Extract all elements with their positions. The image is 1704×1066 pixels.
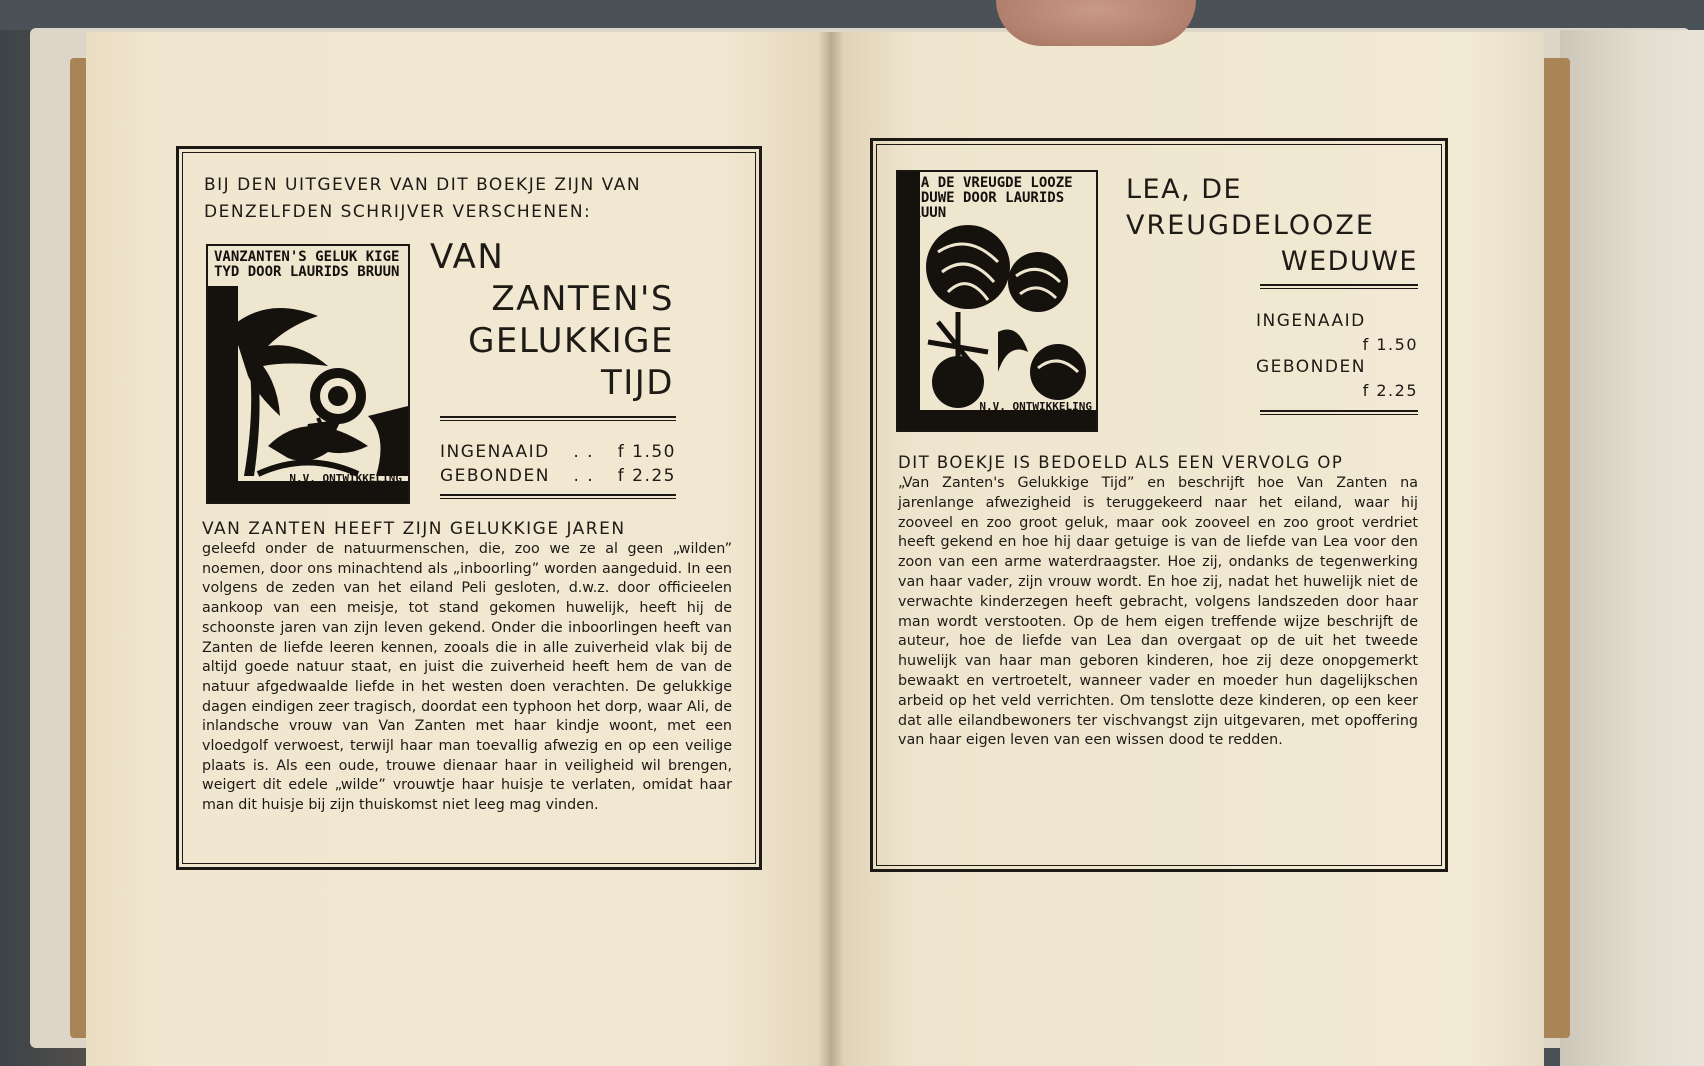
- body-text-left: geleefd onder de natuurmenschen, die, zoo we ze al geen „wilden” noemen, door ons minachtend als „inboorling” worden aangeduid. In een volgens de zeden van het eiland Peli gesloten, d.w.z. door officieelen aankoop van een meisje, tot stand gekomen huwelijk, heeft hij de schoonste jaren van zijn leven gekend. Onder die inboorlingen heeft van Zanten de liefde leeren kennen, zooals die in alle zuiverheid vlak bij de altijd goede natuur staat, en juist die zuiverheid heeft hem de van de natuur afgedwaalde liefde in het westen doen verachten. De gelukkige dagen eindigen zeer tragisch, doordat een typhoon het dorp, waar Ali, de inlandsche vrouw van Van Zanten met haar kindje woont, met een vloedgolf verwoest, terwijl haar man toevallig afwezig en op een veilige plaats is. Als een oude, trouwe dienaar haar in veiligheid wil brengen, weigert dit edele „wilde” vrouwtje haar huisje te verlaten, omidat haar man dit huisje bij zijn thuiskomst niet leeg mag vinden.: [202, 541, 732, 814]
- price-list-van-zanten: [440, 440, 676, 488]
- title-rule: [440, 416, 676, 418]
- book-gutter: [818, 32, 844, 1066]
- thumb: [996, 0, 1196, 46]
- dust-jacket-flap: [1560, 30, 1704, 1066]
- price-rule: [440, 494, 676, 496]
- body-heading-left: VAN ZANTEN HEEFT ZIJN GELUKKIGE JAREN: [202, 519, 626, 539]
- intro-line-1: BIJ DEN UITGEVER VAN DIT BOEKJE ZIJN VAN: [204, 175, 642, 195]
- woodcut-van-zanten-title: VANZANTEN'S GELUK KIGE TYD DOOR LAURIDS BRUUN: [214, 249, 400, 280]
- body-heading-right: DIT BOEKJE IS BEDOELD ALS EEN VERVOLG OP: [898, 453, 1344, 472]
- price-list-lea: INGENAAID f 1.50 GEBONDEN f 2.25: [1256, 311, 1418, 400]
- title-rule: [1260, 284, 1418, 286]
- woodcut-van-zanten: [206, 244, 410, 504]
- woodcut-lea: [896, 170, 1098, 432]
- woodcut-van-zanten-publisher: N.V. ONTWIKKELING AMSTERDAM: [289, 472, 402, 498]
- price-row: INGENAAID . . f 1.50: [440, 442, 676, 462]
- price-rule: [1260, 410, 1418, 412]
- woodcut-lea-publisher: N.V. ONTWIKKELING AMSTERDAM: [979, 400, 1092, 426]
- intro-line-2: DENZELFDEN SCHRIJVER VERSCHENEN:: [204, 202, 592, 222]
- left-intro: [204, 172, 730, 226]
- book-title-van-zanten: VAN ZANTEN'S GELUKKIGE TIJD: [430, 237, 674, 403]
- price-row: GEBONDEN . . f 2.25: [440, 466, 676, 486]
- body-text-right: „Van Zanten's Gelukkige Tijd” en beschrijft hoe Van Zanten na jarenlange afwezigheid is teruggekeerd naar het eiland, waar hij zooveel en zoo groot geluk, maar ook zooveel en zoo groot verdriet heeft gekend en hoe hij daar getuige is van de liefde van Lea voor den zoon van een arme waterdraagster. Hoe zij, ondanks de tegenwerking van haar vader, zijn vrouw wordt. En hoe zij, nadat het huwelijk niet de verwachte kinderzegen heeft gebracht, volgens landszeden door haar man wordt verstooten. Op de hem eigen treffende wijze beschrijft de auteur, hoe de liefde van Lea dan overgaat op de uit het tweede huwelijk van haar man geboren kinderen, hoe zij deze onopgemerkt bewaakt en vertroetelt, wanneer vader en moeder hun dagelijkschen arbeid op het veld verrichten. Om tenslotte deze kinderen, op een keer dat alle eilandbewoners ter vischvangst zijn uitgevaren, met opoffering van haar eigen leven van een wissen dood te redden.: [898, 475, 1418, 749]
- woodcut-lea-title: LEA DE VREUGDE LOOZE WEDUWE DOOR LAURIDS BRUUN: [904, 175, 1073, 221]
- book-title-lea: LEA, DE VREUGDELOOZE WEDUWE: [1126, 174, 1418, 277]
- woodcut-van-zanten-illustration: [208, 246, 408, 502]
